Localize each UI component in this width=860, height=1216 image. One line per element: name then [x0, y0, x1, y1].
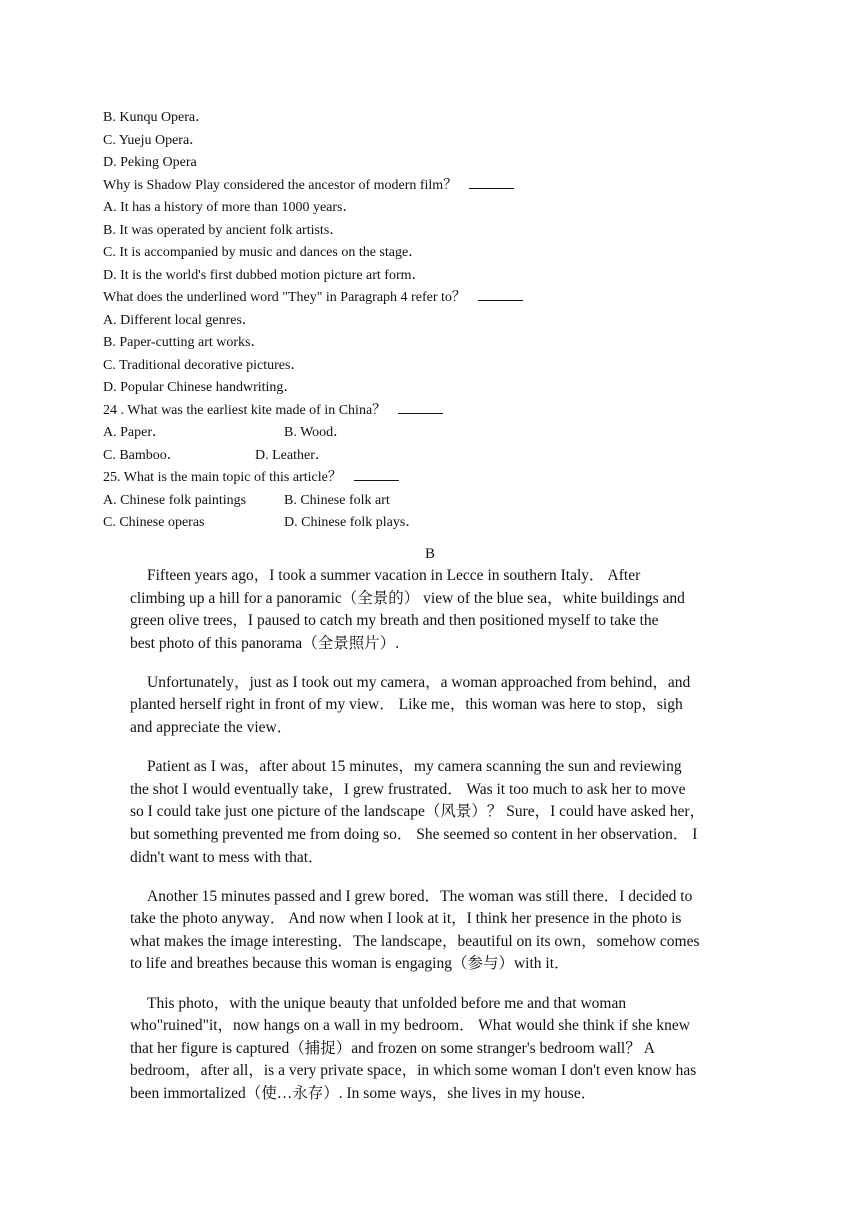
passage-line: best photo of this panorama（全景照片）.	[130, 634, 400, 652]
q23-stem: What does the underlined word "They" in Paragraph 4 refer to？	[103, 290, 466, 305]
q22-option-b: B. It was operated by ancient folk artists．	[103, 222, 344, 238]
q24-stem-line	[103, 400, 763, 423]
passage-line: been immortalized（使…永存）. In some ways，she lives in my house．	[130, 1084, 597, 1102]
question-block	[103, 107, 763, 535]
q23-option-a: A. Different local genres．	[103, 312, 256, 328]
q24-option-a: A. Paper．	[103, 425, 166, 440]
q23-option-d: D. Popular Chinese handwriting．	[103, 380, 298, 395]
passage-line: Fifteen years ago，I took a summer vacation in Lecce in southern Italy． After	[147, 567, 641, 584]
passage-line: green olive trees，I paused to catch my breath and then positioned myself to take the	[130, 612, 659, 630]
passage-line: and appreciate the view．	[130, 719, 293, 737]
q22-stem: Why is Shadow Play considered the ancestor of modern film？	[103, 177, 458, 193]
passage-paragraph-1	[130, 565, 755, 655]
q24-option-b: B. Wood．	[284, 425, 348, 440]
q25-stem-line	[103, 467, 763, 490]
q25-option-d: D. Chinese folk plays．	[284, 515, 420, 530]
answer-blank	[469, 176, 514, 189]
answer-blank	[354, 468, 399, 481]
passage-line: to life and breathes because this woman is engaging（参与）with it．	[130, 955, 570, 973]
q21-option-b: B. Kunqu Opera．	[103, 110, 210, 125]
passage-line: that her figure is captured（捕捉）and frozen on some stranger's bedroom wall？ A	[130, 1039, 655, 1057]
passage-line: the shot I would eventually take，I grew frustrated． Was it too much to ask her to move	[130, 780, 686, 798]
q22-option-d: D. It is the world's first dubbed motion picture art form．	[103, 267, 426, 283]
passage-line: planted herself right in front of my view． Like me，this woman was here to stop，sigh	[130, 696, 683, 714]
q24-option-c: C. Bamboo．	[103, 447, 181, 463]
passage-paragraph-5	[130, 993, 755, 1106]
q24-option-d: D. Leather．	[255, 447, 329, 463]
q24-options-row-2	[103, 445, 763, 468]
passage-line: Another 15 minutes passed and I grew bored．The woman was still there．I decided to	[147, 887, 693, 905]
passage-line: didn't want to mess with that．	[130, 848, 324, 866]
section-heading: B	[424, 546, 435, 562]
q22-stem-line	[103, 175, 763, 198]
passage-line: what makes the image interesting．The landscape，beautiful on its own，somehow comes	[130, 932, 700, 950]
passage-line: but something prevented me from doing so． She seemed so content in her observation． I	[130, 825, 698, 843]
passage-line: climbing up a hill for a panoramic（全景的） view of the blue sea，white buildings and	[130, 589, 685, 607]
passage-paragraph-3	[130, 756, 755, 869]
q25-option-c: C. Chinese operas	[103, 515, 205, 530]
reading-passage	[130, 565, 755, 1122]
passage-line: take the photo anyway． And now when I look at it，I think her presence in the photo is	[130, 910, 682, 928]
q22-option-a: A. It has a history of more than 1000 years．	[103, 200, 357, 215]
q21-option-d: D. Peking Opera	[103, 155, 197, 170]
passage-line: Patient as I was，after about 15 minutes，my camera scanning the sun and reviewing	[147, 758, 682, 776]
q25-options-row-2	[103, 512, 763, 535]
q23-option-c: C. Traditional decorative pictures．	[103, 357, 305, 373]
passage-paragraph-2	[130, 672, 755, 740]
answer-blank	[478, 288, 523, 301]
q23-option-b: B. Paper-cutting art works．	[103, 335, 265, 350]
q25-stem: 25. What is the main topic of this article？	[103, 470, 342, 485]
passage-line: Unfortunately，just as I took out my camera，a woman approached from behind，and	[147, 673, 691, 691]
q24-stem: 24 . What was the earliest kite made of in China？	[103, 402, 387, 418]
q25-option-a: A. Chinese folk paintings	[103, 492, 247, 508]
passage-paragraph-4	[130, 886, 755, 976]
answer-blank	[398, 401, 443, 414]
q22-option-c: C. It is accompanied by music and dances on the stage．	[103, 245, 423, 260]
passage-line: This photo，with the unique beauty that unfolded before me and that woman	[147, 994, 627, 1012]
q24-options-row-1	[103, 422, 763, 445]
passage-line: who"ruined"it，now hangs on a wall in my bedroom． What would she think if she knew	[130, 1017, 690, 1035]
q25-options-row-1	[103, 490, 763, 513]
q25-option-b: B. Chinese folk art	[284, 492, 390, 508]
q23-stem-line	[103, 287, 763, 310]
q21-option-c: C. Yueju Opera．	[103, 132, 204, 148]
passage-line: so I could take just one picture of the landscape（风景）？ Sure，I could have asked her，	[130, 803, 706, 821]
passage-line: bedroom，after all，is a very private space，in which some woman I don't even know has	[130, 1062, 697, 1080]
